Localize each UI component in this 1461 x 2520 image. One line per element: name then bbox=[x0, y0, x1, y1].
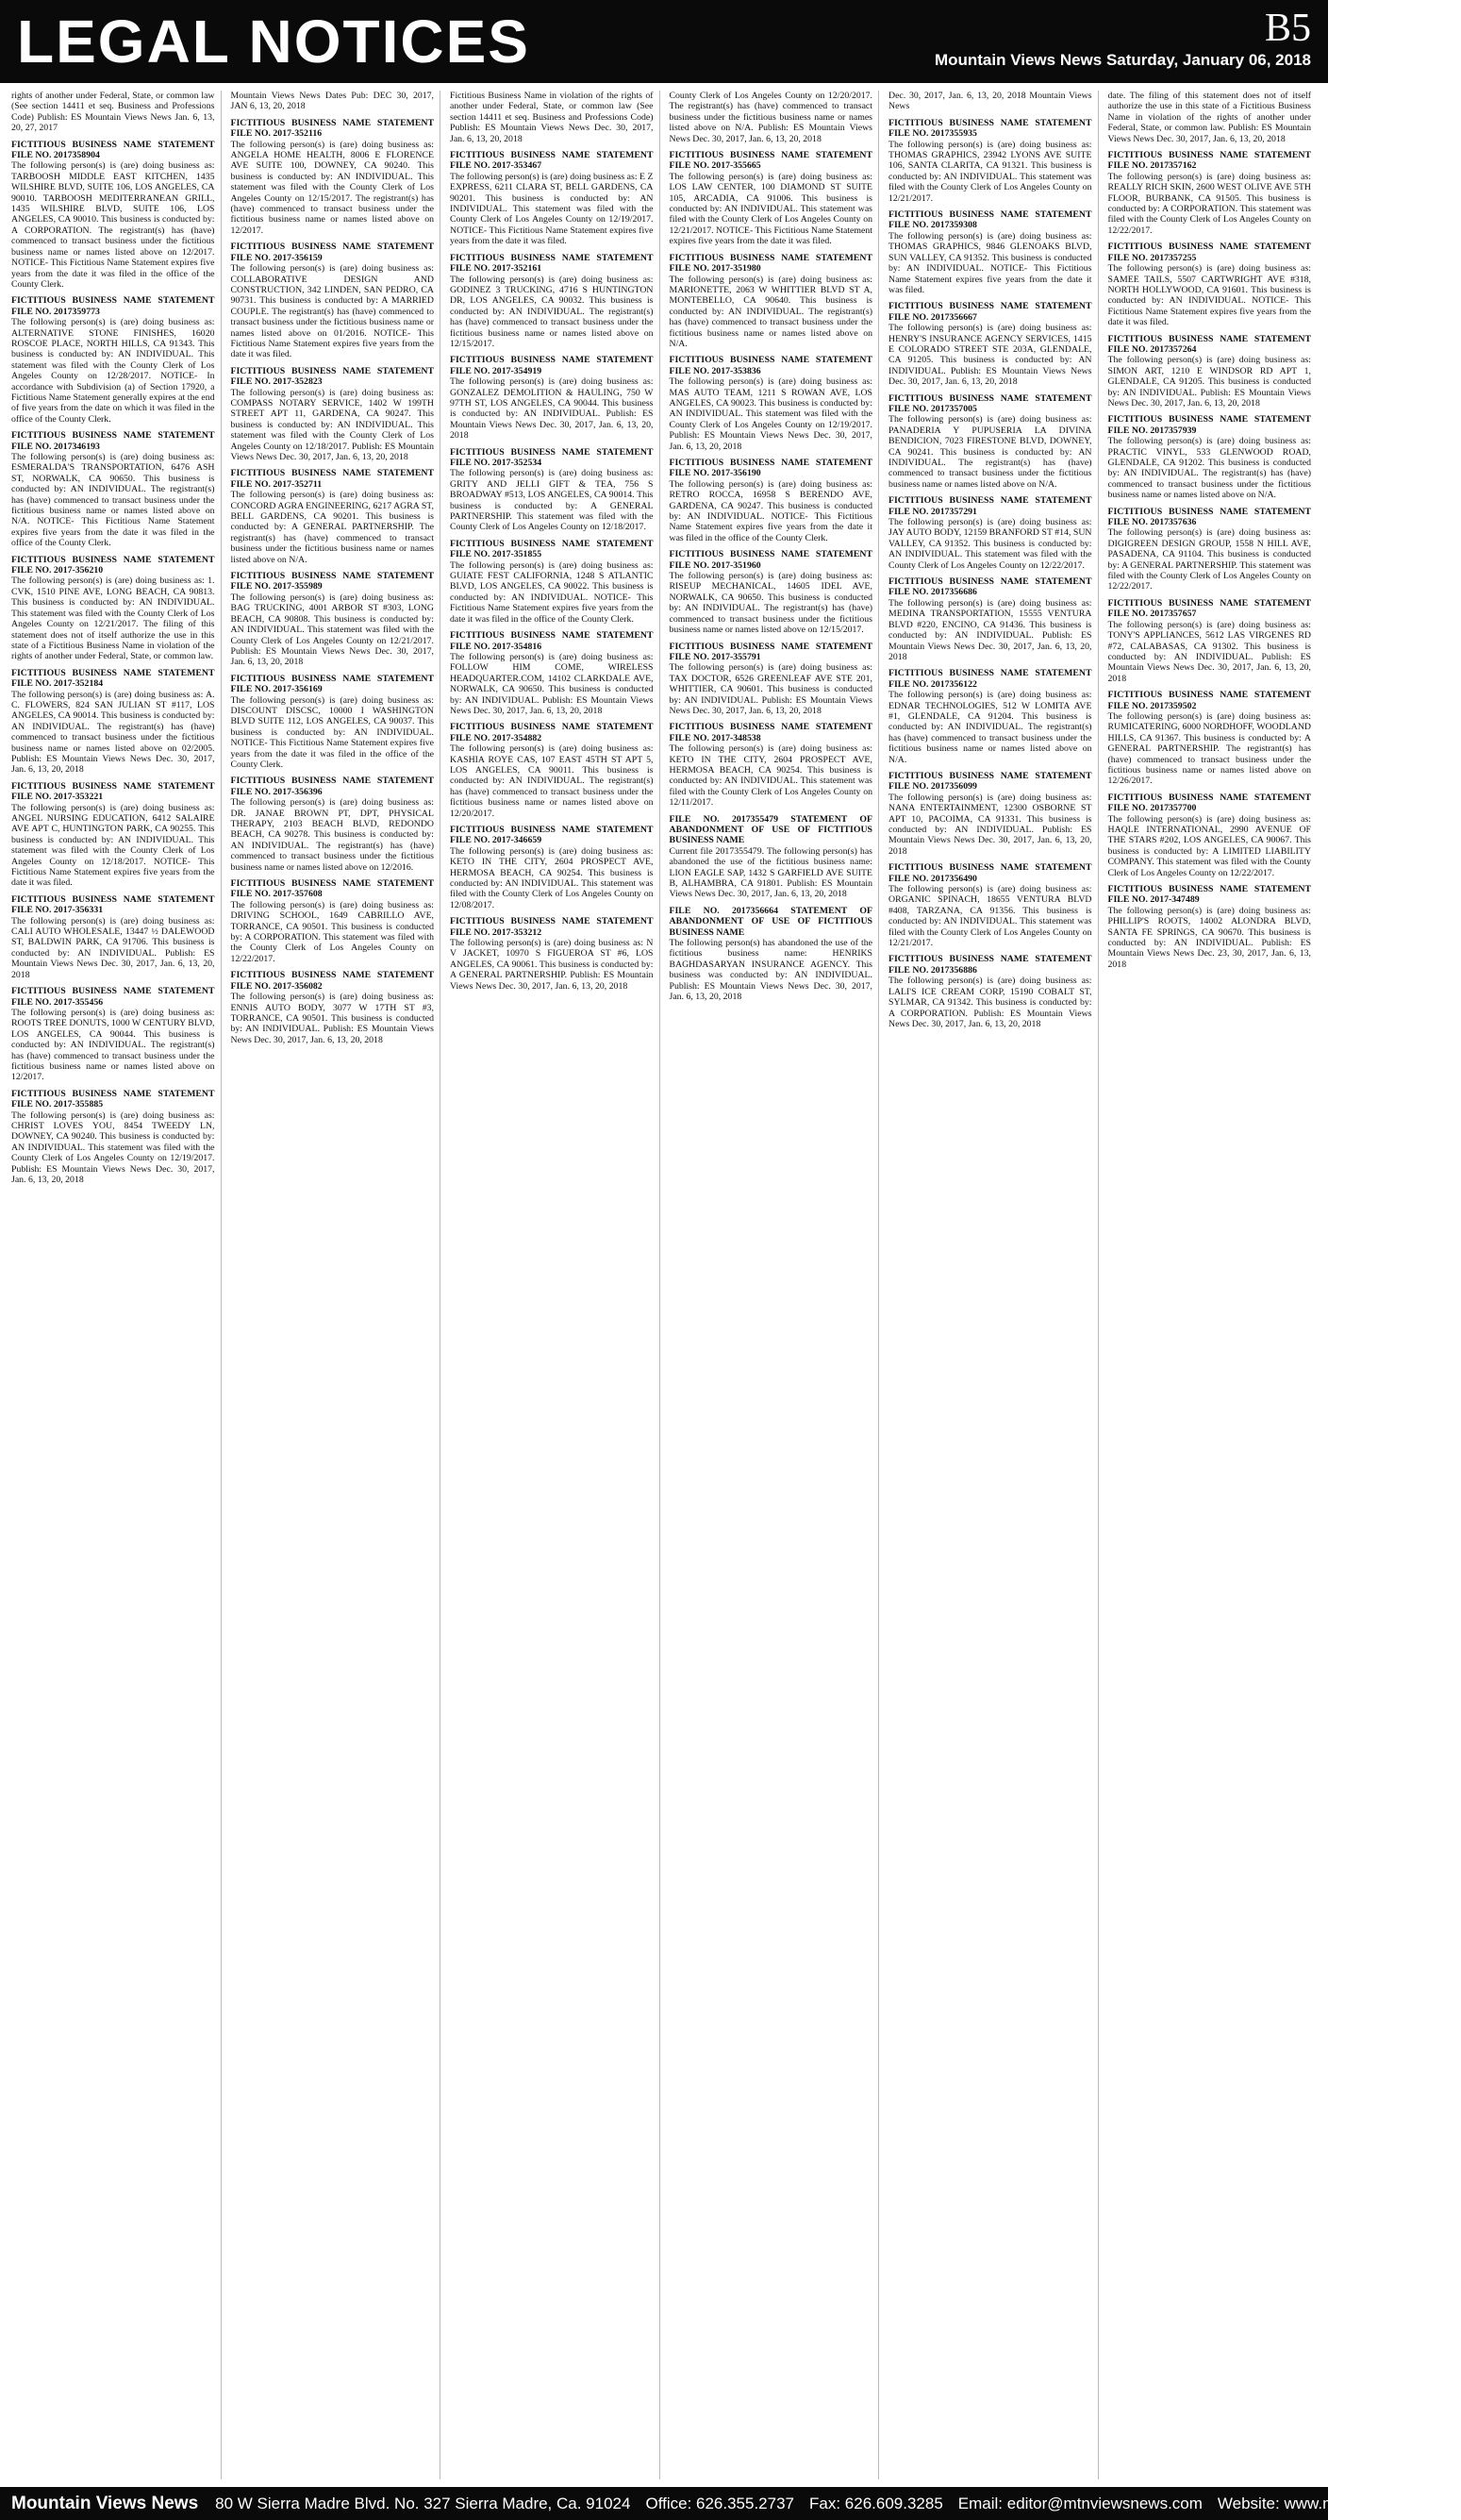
legal-notice bbox=[11, 781, 215, 889]
legal-notice bbox=[231, 242, 435, 359]
notice-body: The following person(s) is (are) doing business as: KETO IN THE CITY, 2604 PROSPECT AVE, HERMOSA BEACH, CA 90254. This business is conducted by: AN INDIVIDUAL. This statement was filed with the County Clerk of Los Angeles County on 12/11/2017. bbox=[669, 743, 872, 809]
legal-notice bbox=[231, 970, 435, 1045]
notice-body: The following person(s) is (are) doing business as: BAG TRUCKING, 4001 ARBOR ST #303, LONG BEACH, CA 90808. This business is conducted by: AN INDIVIDUAL. This statement was filed with the County Clerk of Los Angeles County on 12/21/2017. Publish: ES Mountain Views News Dec. 30, 2017, Jan. 6, 13, 20, 2018 bbox=[230, 592, 434, 668]
notice-heading: FICTITIOUS BUSINESS NAME STATEMENT FILE NO. 2017357636 bbox=[1107, 506, 1311, 528]
notice-column bbox=[1108, 91, 1318, 2479]
footer-office-phone: Office: 626.355.2737 bbox=[645, 2495, 795, 2512]
notice-heading: FICTITIOUS BUSINESS NAME STATEMENT FILE NO. 2017356686 bbox=[888, 576, 1092, 598]
notice-heading: FICTITIOUS BUSINESS NAME STATEMENT FILE NO. 2017-352184 bbox=[11, 667, 215, 690]
notice-body: The following person(s) is (are) doing business as: LOS LAW CENTER, 100 DIAMOND ST SUITE 105, ARCADIA, CA 91006. This business is conducted by: AN INDIVIDUAL. This statement was filed with the County Clerk of Los Angeles County on 12/21/2017. NOTICE- This Fictitious Name Statement expires five years from the date it was filed. bbox=[669, 171, 872, 247]
notice-heading: FICTITIOUS BUSINESS NAME STATEMENT FILE NO. 2017359308 bbox=[888, 209, 1092, 231]
legal-notice bbox=[11, 555, 215, 662]
notice-column bbox=[670, 91, 880, 2479]
notice-body: The following person(s) is (are) doing business as: GODINEZ 3 TRUCKING, 4716 S HUNTINGTON DR, LOS ANGELES, CA 90032. This business is conducted by: AN INDIVIDUAL. The registrant(s) has (have) commenced to transact business under the fictitious business name or names listed above on 12/15/2017. bbox=[450, 274, 654, 349]
notice-body: date. The filing of this statement does not of itself authorize the use in this state of a Fictitious Business Name in violation of the rights of another under Federal, State, or common law. Publish: ES Mountain Views News Dec. 30, 2017, Jan. 6, 13, 20, 2018 bbox=[1107, 91, 1311, 144]
notice-body: The following person(s) is (are) doing business as: MAS AUTO TEAM, 1211 S ROWAN AVE, LOS ANGELES, CA 90023. This business is conducted by: AN INDIVIDUAL. This statement was filed with the County Clerk of Los Angeles County on 12/19/2017. Publish: ES Mountain Views News Dec. 30, 2017, Jan. 6, 13, 20, 2018 bbox=[669, 376, 872, 452]
notice-body: The following person(s) is (are) doing business as: JAY AUTO BODY, 12159 BRANFORD ST #14, SUN VALLEY, CA 91352. This business is conducted by: AN INDIVIDUAL. This statement was filed with the County Clerk of Los Angeles County on 12/22/2017. bbox=[888, 517, 1092, 571]
notice-body: The following person(s) is (are) doing business as: KASHIA ROYE CAS, 107 EAST 45TH ST APT 5, LOS ANGELES, CA 90011. This business is conducted by: AN INDIVIDUAL. The registrant(s) has (have) commenced to transact business under the fictitious business name or names listed above on 12/20/2017. bbox=[450, 743, 654, 819]
notice-heading: FICTITIOUS BUSINESS NAME STATEMENT FILE NO. 2017-354919 bbox=[450, 355, 654, 376]
notice-body: The following person(s) is (are) doing business as: DRIVING SCHOOL, 1649 CABRILLO AVE, TORRANCE, CA 90501. This business is conducted by: A CORPORATION. This statement was filed with the County Clerk of Los Angeles County on 12/22/2017. bbox=[230, 899, 434, 964]
notice-body: The following person(s) is (are) doing business as: ANGEL NURSING EDUCATION, 6412 SALAIRE AVE APT C, HUNTINGTON PARK, CA 90255. This business is conducted by: AN INDIVIDUAL. This statement was filed with the County Clerk of Los Angeles County on 12/18/2017. NOTICE- This Fictitious Name Statement expires five years from the date it was filed. bbox=[11, 802, 215, 889]
notice-heading: FICTITIOUS BUSINESS NAME STATEMENT FILE NO. 2017-355989 bbox=[230, 571, 434, 592]
notice-body: The following person(s) is (are) doing business as: CONCORD AGRA ENGINEERING, 6217 AGRA ST, BELL GARDENS, CA 90201. This business is conducted by: A GENERAL PARTNERSHIP. The registrant(s) has (have) commenced to transact business under the fictitious business name or names listed above on N/A. bbox=[230, 490, 434, 565]
notice-heading: FICTITIOUS BUSINESS NAME STATEMENT FILE NO. 2017-347489 bbox=[1107, 884, 1311, 906]
legal-notice bbox=[450, 355, 654, 441]
notice-heading: FICTITIOUS BUSINESS NAME STATEMENT FILE NO. 2017357700 bbox=[1107, 792, 1311, 814]
notice-body: The following person(s) is (are) doing business as: THOMAS GRAPHICS, 23942 LYONS AVE SUITE 106, SANTA CLARITA, CA 91321. This business is conducted by: AN INDIVIDUAL. This statement was filed with the County Clerk of Los Angeles County on 12/21/2017. bbox=[888, 139, 1092, 204]
legal-notice bbox=[450, 825, 654, 910]
legal-notice bbox=[670, 722, 873, 808]
notice-heading: FICTITIOUS BUSINESS NAME STATEMENT FILE NO. 2017359502 bbox=[1107, 690, 1311, 711]
legal-notice bbox=[888, 393, 1092, 491]
legal-notice bbox=[670, 91, 873, 144]
notice-body: The following person(s) is (are) doing business as: PANADERIA Y PUPUSERIA LA DIVINA BENDICION, 7023 FIRESTONE BLVD, DOWNEY, CA 90241. This business is conducted by: AN INDIVIDUAL. The registrant(s) has (have) commenced to transact business under the fictitious business name or names listed above on N/A. bbox=[888, 414, 1092, 490]
notice-heading: FICTITIOUS BUSINESS NAME STATEMENT FILE NO. 2017-353836 bbox=[669, 355, 872, 376]
notice-body: The following person(s) is (are) doing business as: HENRY'S INSURANCE AGENCY SERVICES, 1415 E COLORADO STREET STE 203A, GLENDALE, CA 91205. This business is conducted by: AN INDIVIDUAL. Publish: ES Mountain Views News Dec. 30, 2017, Jan. 6, 13, 20, 2018 bbox=[888, 323, 1092, 388]
legal-notice bbox=[450, 150, 654, 247]
legal-notice bbox=[888, 771, 1092, 857]
section-title: LEGAL NOTICES bbox=[17, 8, 530, 75]
notice-heading: FICTITIOUS BUSINESS NAME STATEMENT FILE NO. 2017-354882 bbox=[450, 722, 654, 743]
footer-website[interactable]: Website: www.mtnviewsnews.com bbox=[1217, 2495, 1461, 2512]
notice-body: The following person(s) is (are) doing business as: GUIATE FEST CALIFORNIA, 1248 S ATLANTIC BLVD, LOS ANGELES, CA 90022. This business is conducted by: AN INDIVIDUAL. NOTICE- This Fictitious Name Statement expires five years from the date it was filed in the office of the County Clerk. bbox=[450, 559, 654, 625]
notice-heading: FICTITIOUS BUSINESS NAME STATEMENT FILE NO. 2017-355456 bbox=[11, 986, 215, 1008]
legal-notice bbox=[11, 986, 215, 1083]
notice-body: The following person(s) is (are) doing business as: NANA ENTERTAINMENT, 12300 OSBORNE ST APT 10, PACOIMA, CA 91331. This business is conducted by: AN INDIVIDUAL. Publish: ES Mountain Views News Dec. 30, 2017, Jan. 6, 13, 20, 2018 bbox=[888, 792, 1092, 857]
legal-notice bbox=[450, 447, 654, 533]
notice-column bbox=[231, 91, 441, 2479]
notice-body: The following person(s) is (are) doing business as: RISEUP MECHANICAL, 14605 IDEL AVE, NORWALK, CA 90650. This business is conducted by: AN INDIVIDUAL. The registrant(s) has (have) commenced to transact business under the fictitious business name or names listed above on 12/15/2017. bbox=[669, 571, 872, 636]
legal-notice bbox=[1108, 598, 1312, 684]
notice-body: The following person(s) is (are) doing business as: TARBOOSH MIDDLE EAST KITCHEN, 1435 WILSHIRE BLVD, SUITE 106, LOS ANGELES, CA 90010. TARBOOSH MEDITERRANEAN GRILL, 1435 WILSHIRE BLVD, SUITE 106, LOS ANGELES, CA 90010. This business is conducted by: A CORPORATION. The registrant(s) has (have) commenced to transact business under the fictitious business name or names listed above on 12/2017. NOTICE- This Fictitious Name Statement expires five years from the date it was filed in the office of the County Clerk. bbox=[11, 160, 215, 290]
legal-notice bbox=[11, 894, 215, 980]
legal-notice bbox=[888, 576, 1092, 662]
notice-body: The following person(s) is (are) doing business as: PRACTIC VINYL, 533 GLENWOOD ROAD, GLENDALE, CA 91202. This business is conducted by: AN INDIVIDUAL. The registrant(s) has (have) commenced to transact business under the fictitious business name or names listed above on N/A. bbox=[1107, 436, 1311, 501]
notice-body: Dec. 30, 2017, Jan. 6, 13, 20, 2018 Mountain Views News bbox=[888, 91, 1092, 112]
legal-notice bbox=[888, 668, 1092, 765]
legal-notice bbox=[1108, 507, 1312, 592]
legal-notice bbox=[231, 776, 435, 873]
notice-body: The following person(s) is (are) doing business as: HAQLE INTERNATIONAL, 2990 AVENUE OF THE STARS #202, LOS ANGELES, CA 90067. This business is conducted by: A LIMITED LIABILITY COMPANY. This statement was filed with the County Clerk of Los Angeles County on 12/22/2017. bbox=[1107, 813, 1311, 878]
notice-body: The following person(s) is (are) doing business as: SIMON ART, 1210 E WINDSOR RD APT 1, GLENDALE, CA 91205. This business is conducted by: AN INDIVIDUAL. Publish: ES Mountain Views News Dec. 30, 2017, Jan. 6, 13, 20, 2018 bbox=[1107, 355, 1311, 409]
notice-body: The following person(s) is (are) doing business as: DR. JANAE BROWN PT, DPT, PHYSICAL THERAPY, 2103 BEACH BLVD, REDONDO BEACH, CA 90278. This business is conducted by: AN INDIVIDUAL. The registrant(s) has (have) commenced to transact business under the fictitious business name or names listed above on 12/2016. bbox=[230, 797, 434, 873]
legal-notice bbox=[1108, 793, 1312, 878]
notice-heading: FICTITIOUS BUSINESS NAME STATEMENT FILE NO. 2017-356169 bbox=[230, 673, 434, 695]
notice-body: The following person(s) is (are) doing business as: DIGIGREEN DESIGN GROUP, 1558 N HILL AVE, PASADENA, CA 91104. This business is conducted by: A GENERAL PARTNERSHIP. This statement was filed with the County Clerk of Los Angeles County on 12/22/2017. bbox=[1107, 527, 1311, 592]
notice-body: The following person(s) is (are) doing business as: FOLLOW HIM COME, WIRELESS HEADQUARTER.COM, 14102 CLARKDALE AVE, NORWALK, CA 90650. This business is conducted by: AN INDIVIDUAL. Publish: ES Mountain Views News Dec. 30, 2017, Jan. 6, 13, 20, 2018 bbox=[450, 651, 654, 716]
notice-body: The following person(s) is (are) doing business as: ANGELA HOME HEALTH, 8006 E FLORENCE AVE SUITE 100, DOWNEY, CA 90240. This business is conducted by: AN INDIVIDUAL. This statement was filed with the County Clerk of Los Angeles County on 12/15/2017. The registrant(s) has (have) commenced to transact business under the fictitious business name or names listed above on 12/2017. bbox=[230, 139, 434, 236]
footer-address: 80 W Sierra Madre Blvd. No. 327 Sierra Madre, Ca. 91024 bbox=[215, 2495, 631, 2512]
notice-body: The following person(s) has abandoned the use of the fictitious business name: HENRIKS BAGHDASARYAN INSURANCE AGENCY. This business was conducted by: AN INDIVIDUAL. Publish: ES Mountain Views News Dec. 30, 2017, Jan. 6, 13, 20, 2018 bbox=[669, 938, 872, 1003]
legal-notice bbox=[1108, 242, 1312, 327]
notice-heading: FICTITIOUS BUSINESS NAME STATEMENT FILE NO. 2017-353212 bbox=[450, 916, 654, 938]
legal-notice bbox=[1108, 884, 1312, 970]
legal-notice bbox=[231, 366, 435, 463]
notice-heading: FICTITIOUS BUSINESS NAME STATEMENT FILE NO. 2017356099 bbox=[888, 770, 1092, 793]
legal-notice bbox=[888, 301, 1092, 387]
notice-heading: FICTITIOUS BUSINESS NAME STATEMENT FILE NO. 2017-355885 bbox=[11, 1088, 215, 1110]
legal-notice bbox=[888, 91, 1092, 112]
notice-heading: FICTITIOUS BUSINESS NAME STATEMENT FILE NO. 2017357162 bbox=[1107, 150, 1311, 172]
legal-notice bbox=[670, 253, 873, 350]
notice-heading: FICTITIOUS BUSINESS NAME STATEMENT FILE NO. 2017357939 bbox=[1107, 414, 1311, 436]
notice-body: The following person(s) is (are) doing business as: ROOTS TREE DONUTS, 1000 W CENTURY BLVD, LOS ANGELES, CA 90044. This business is conducted by: AN INDIVIDUAL. The registrant(s) has (have) commenced to transact business under the fictitious business name or names listed above on 12/2017. bbox=[11, 1007, 215, 1083]
notice-heading: FICTITIOUS BUSINESS NAME STATEMENT FILE NO. 2017-352161 bbox=[450, 252, 654, 275]
notice-body: rights of another under Federal, State, or common law (See section 14411 et seq. Business and Professions Code) Publish: ES Mountain Views News Jan. 6, 13, 20, 27, 2017 bbox=[11, 91, 215, 134]
footer-email[interactable]: Email: editor@mtnviewsnews.com bbox=[957, 2495, 1203, 2512]
legal-notice bbox=[450, 916, 654, 992]
legal-notice bbox=[231, 878, 435, 964]
notice-body: The following person(s) is (are) doing business as: TONY'S APPLIANCES, 5612 LAS VIRGENES RD #72, CALABASAS, CA 91302. This business is conducted by: AN INDIVIDUAL. Publish: ES Mountain Views News Dec. 30, 2017, Jan. 6, 13, 20, 2018 bbox=[1107, 619, 1311, 684]
legal-notice bbox=[888, 209, 1092, 295]
legal-notice bbox=[231, 674, 435, 771]
notice-body: The following person(s) is (are) doing business as: CALI AUTO WHOLESALE, 13447 ½ DALEWOOD ST, BALDWIN PARK, CA 91706. This business is conducted by: AN INDIVIDUAL. Publish: ES Mountain Views News Dec. 30, 2017, Jan. 6, 13, 20, 2018 bbox=[11, 915, 215, 980]
notice-body: The following person(s) is (are) doing business as: REALLY RICH SKIN, 2600 WEST OLIVE AVE 5TH FLOOR, BURBANK, CA 91505. This business is conducted by: A CORPORATION. This statement was filed with the County Clerk of Los Angeles County on 12/22/2017. bbox=[1107, 171, 1311, 236]
legal-notice bbox=[231, 571, 435, 668]
notice-body: The following person(s) is (are) doing business as: TAX DOCTOR, 6526 GREENLEAF AVE STE 201, WHITTIER, CA 90601. This business is conducted by: AN INDIVIDUAL. Publish: ES Mountain Views News Dec. 30, 2017, Jan. 6, 13, 20, 2018 bbox=[669, 662, 872, 716]
legal-notice bbox=[888, 954, 1092, 1029]
notice-heading: FICTITIOUS BUSINESS NAME STATEMENT FILE NO. 2017-351855 bbox=[450, 538, 654, 560]
notice-heading: FICTITIOUS BUSINESS NAME STATEMENT FILE NO. 2017-355791 bbox=[669, 641, 872, 662]
legal-notice bbox=[670, 906, 873, 1003]
notice-heading: FICTITIOUS BUSINESS NAME STATEMENT FILE NO. 2017358904 bbox=[11, 139, 215, 161]
notice-heading: FICTITIOUS BUSINESS NAME STATEMENT FILE NO. 2017-356190 bbox=[669, 458, 872, 479]
notice-heading: FILE NO. 2017355479 STATEMENT OF ABANDONMENT OF USE OF FICTITIOUS BUSINESS NAME bbox=[669, 813, 872, 846]
notice-heading: FICTITIOUS BUSINESS NAME STATEMENT FILE NO. 2017359773 bbox=[11, 295, 215, 317]
notice-body: The following person(s) is (are) doing business as: E Z EXPRESS, 6211 CLARA ST, BELL GARDENS, CA 90201. This business is conducted by: AN INDIVIDUAL. This statement was filed with the County Clerk of Los Angeles County on 12/19/2017. NOTICE- This Fictitious Name Statement expires five years from the date it was filed. bbox=[450, 171, 654, 247]
notice-heading: FICTITIOUS BUSINESS NAME STATEMENT FILE NO. 2017-352823 bbox=[230, 365, 434, 388]
notice-heading: FICTITIOUS BUSINESS NAME STATEMENT FILE NO. 2017-353467 bbox=[450, 150, 654, 172]
legal-notice bbox=[1108, 150, 1312, 236]
notice-heading: FICTITIOUS BUSINESS NAME STATEMENT FILE NO. 2017357291 bbox=[888, 495, 1092, 517]
notice-body: The following person(s) is (are) doing business as: COMPASS NOTARY SERVICE, 1402 W 199TH STREET APT 11, GARDENA, CA 90247. This business is conducted by: AN INDIVIDUAL. This statement was filed with the County Clerk of Los Angeles County on 12/18/2017. Publish: ES Mountain Views News Dec. 30, 2017, Jan. 6, 13, 20, 2018 bbox=[230, 387, 434, 462]
legal-notice bbox=[888, 862, 1092, 948]
footer-brand: Mountain Views News bbox=[11, 2494, 199, 2513]
notice-heading: FICTITIOUS BUSINESS NAME STATEMENT FILE NO. 2017-354816 bbox=[450, 630, 654, 652]
legal-notice bbox=[11, 668, 215, 776]
legal-notice bbox=[11, 91, 215, 134]
notice-body: The following person(s) is (are) doing business as: LALI'S ICE CREAM CORP, 15190 COBALT ST, SYLMAR, CA 91342. This business is conducted by: A CORPORATION. Publish: ES Mountain Views News Dec. 30, 2017, Jan. 6, 13, 20, 2018 bbox=[888, 976, 1092, 1029]
footer-fax: Fax: 626.609.3285 bbox=[809, 2495, 943, 2512]
notice-body: County Clerk of Los Angeles County on 12/20/2017. The registrant(s) has (have) commenced to transact business under the fictitious business name or names listed above on N/A. Publish: ES Mountain Views News Dec. 30, 2017, Jan. 6, 13, 20, 2018 bbox=[669, 91, 872, 144]
legal-notice bbox=[11, 430, 215, 548]
notice-heading: FICTITIOUS BUSINESS NAME STATEMENT FILE NO. 2017-357608 bbox=[230, 878, 434, 900]
notice-heading: FICTITIOUS BUSINESS NAME STATEMENT FILE NO. 2017-356159 bbox=[230, 242, 434, 263]
legal-notice bbox=[450, 539, 654, 625]
notice-body: The following person(s) is (are) doing business as: ESMERALDA'S TRANSPORTATION, 6476 ASH ST, NORWALK, CA 90650. This business is conducted by: AN INDIVIDUAL. The registrant(s) has (have) commenced to transact business under the fictitious business name or names listed above on N/A. NOTICE- This Fictitious Name Statement expires five years from the date it was filed in the office of the County Clerk. bbox=[11, 452, 215, 549]
notice-heading: FICTITIOUS BUSINESS NAME STATEMENT FILE NO. 2017357264 bbox=[1107, 333, 1311, 355]
legal-notice bbox=[450, 91, 654, 144]
notice-heading: FICTITIOUS BUSINESS NAME STATEMENT FILE NO. 2017-351960 bbox=[669, 549, 872, 571]
notice-body: The following person(s) is (are) doing business as: GRITY AND JELLI GIFT & TEA, 756 S BROADWAY #513, LOS ANGELES, CA 90014. This business is conducted by: A GENERAL PARTNERSHIP. This statement was filed with the County Clerk of Los Angeles County on 12/18/2017. bbox=[450, 468, 654, 533]
footer-bar bbox=[0, 2487, 1461, 2520]
legal-notice bbox=[231, 118, 435, 236]
notice-heading: FICTITIOUS BUSINESS NAME STATEMENT FILE NO. 2017356490 bbox=[888, 862, 1092, 884]
notice-body: The following person(s) is (are) doing business as: RUMICATERING, 6000 NORDHOFF, WOODLAND HILLS, CA 91367. This business is conducted by: A GENERAL PARTNERSHIP. The registrant(s) has (have) commenced to transact business under the fictitious business name or names listed above on 12/26/2017. bbox=[1107, 710, 1311, 787]
notice-heading: FICTITIOUS BUSINESS NAME STATEMENT FILE NO. 2017-356210 bbox=[11, 554, 215, 576]
notice-heading: FICTITIOUS BUSINESS NAME STATEMENT FILE NO. 2017-356082 bbox=[230, 970, 434, 992]
notice-body: The following person(s) is (are) doing business as: A. C. FLOWERS, 824 SAN JULIAN ST #117, LOS ANGELES, CA 90014. This business is conducted by: AN INDIVIDUAL. The registrant(s) has (have) commenced to transact business under the fictitious business name or names listed above on 02/2005. Publish: ES Mountain Views News Dec. 30, 2017, Jan. 6, 13, 20, 2018 bbox=[11, 689, 215, 776]
legal-notice bbox=[670, 642, 873, 717]
notice-column bbox=[450, 91, 660, 2479]
notice-heading: FICTITIOUS BUSINESS NAME STATEMENT FILE NO. 2017-346659 bbox=[450, 825, 654, 846]
legal-notice bbox=[888, 118, 1092, 204]
notice-heading: FICTITIOUS BUSINESS NAME STATEMENT FILE NO. 2017-351980 bbox=[669, 252, 872, 275]
notice-column bbox=[888, 91, 1099, 2479]
legal-notice bbox=[450, 722, 654, 819]
legal-notice bbox=[231, 468, 435, 565]
legal-notice bbox=[1108, 334, 1312, 409]
legal-notice bbox=[670, 150, 873, 247]
notice-heading: FICTITIOUS BUSINESS NAME STATEMENT FILE NO. 2017355935 bbox=[888, 117, 1092, 140]
notice-body: The following person(s) is (are) doing business as: MEDINA TRANSPORTATION, 15555 VENTURA BLVD #220, ENCINO, CA 91436. This business is conducted by: AN INDIVIDUAL. Publish: ES Mountain Views News Dec. 30, 2017, Jan. 6, 13, 20, 2018 bbox=[888, 597, 1092, 662]
legal-notice bbox=[888, 495, 1092, 571]
legal-notice bbox=[231, 91, 435, 112]
notice-heading: FICTITIOUS BUSINESS NAME STATEMENT FILE NO. 2017357255 bbox=[1107, 242, 1311, 263]
notice-heading: FICTITIOUS BUSINESS NAME STATEMENT FILE NO. 2017-352116 bbox=[230, 117, 434, 140]
notice-body: The following person(s) is (are) doing business as: ALTERNATIVE STONE FINISHES, 16020 ROSCOE PLACE, NORTH HILLS, CA 91343. This business is conducted by: AN INDIVIDUAL. This statement was filed with the County Clerk of Los Angeles County on 12/28/2017. NOTICE- In accordance with Subdivision (a) of Section 17920, a Fictitious Name Statement generally expires at the end of five years from the date on which it was filed in the office of the County Clerk. bbox=[11, 317, 215, 425]
notice-heading: FILE NO. 2017356664 STATEMENT OF ABANDONMENT OF USE OF FICTITIOUS BUSINESS NAME bbox=[669, 905, 872, 938]
notice-body: Fictitious Business Name in violation of the rights of another under Federal, State, or common law (See section 14411 et seq. Business and Professions Code) Publish: ES Mountain Views News Dec. 30, 2017, Jan. 6, 13, 20, 2018 bbox=[450, 91, 654, 144]
notice-body: Mountain Views News Dates Pub: DEC 30, 2017, JAN 6, 13, 20, 2018 bbox=[230, 91, 434, 112]
legal-notice bbox=[670, 549, 873, 635]
notice-body: The following person(s) is (are) doing business as: RETRO ROCCA, 16958 S BERENDO AVE, GARDENA, CA 90247. This business is conducted by: AN INDIVIDUAL. NOTICE- This Fictitious Name Statement expires five years from the date it was filed in the office of the County Clerk. bbox=[669, 478, 872, 543]
notice-columns bbox=[11, 91, 1317, 2479]
legal-notice bbox=[670, 458, 873, 543]
notice-body: The following person(s) is (are) doing business as: MARIONETTE, 2063 W WHITTIER BLVD ST A, MONTEBELLO, CA 90640. This business is conducted by: AN INDIVIDUAL. The registrant(s) has (have) commenced to transact business under the fictitious business name or names listed above on N/A. bbox=[669, 274, 872, 349]
notice-body: The following person(s) is (are) doing business as: THOMAS GRAPHICS, 9846 GLENOAKS BLVD, SUN VALLEY, CA 91352. This business is conducted by: AN INDIVIDUAL. NOTICE- This Fictitious Name Statement expires five years from the date it was filed. bbox=[888, 230, 1092, 295]
legal-notice bbox=[11, 140, 215, 291]
notice-body: The following person(s) is (are) doing business as: ENNIS AUTO BODY, 3077 W 17TH ST #3, TORRANCE, CA 90501. This business is conducted by: AN INDIVIDUAL. Publish: ES Mountain Views News Dec. 30, 2017, Jan. 6, 13, 20, 2018 bbox=[230, 992, 434, 1045]
notice-heading: FICTITIOUS BUSINESS NAME STATEMENT FILE NO. 2017346193 bbox=[11, 430, 215, 452]
legal-notice bbox=[450, 253, 654, 350]
notice-heading: FICTITIOUS BUSINESS NAME STATEMENT FILE NO. 2017-353221 bbox=[11, 780, 215, 803]
notice-body: The following person(s) is (are) doing business as: GONZALEZ DEMOLITION & HAULING, 750 W 97TH ST, LOS ANGELES, CA 90044. This business is conducted by: AN INDIVIDUAL. Publish: ES Mountain Views News Dec. 30, 2017, Jan. 6, 13, 20, 2018 bbox=[450, 376, 654, 442]
notice-body: The following person(s) is (are) doing business as: EDNAR TECHNOLOGIES, 512 W LOMITA AVE #1, GLENDALE, CA 91204. This business is conducted by: AN INDIVIDUAL. The registrant(s) has (have) commenced to transact business under the fictitious business name or names listed above on N/A. bbox=[888, 690, 1092, 765]
notice-heading: FICTITIOUS BUSINESS NAME STATEMENT FILE NO. 2017-356331 bbox=[11, 893, 215, 916]
page-number: B5 bbox=[1264, 7, 1311, 50]
notice-heading: FICTITIOUS BUSINESS NAME STATEMENT FILE NO. 2017-348538 bbox=[669, 722, 872, 743]
masthead bbox=[0, 0, 1328, 83]
legal-notice bbox=[450, 630, 654, 716]
notice-body: The following person(s) is (are) doing business as: KETO IN THE CITY, 2604 PROSPECT AVE, HERMOSA BEACH, CA 90254. This business is conducted by: AN INDIVIDUAL. This statement was filed with the County Clerk of Los Angeles County on 12/08/2017. bbox=[450, 845, 654, 910]
dateline: Mountain Views News Saturday, January 06, 2018 bbox=[934, 51, 1311, 69]
notice-body: The following person(s) is (are) doing business as: PHILLIP'S ROOTS, 14002 ALONDRA BLVD, SANTA FE SPRINGS, CA 90670. This business is conducted by: AN INDIVIDUAL. Publish: ES Mountain Views News Dec. 23, 30, 2017, Jan. 6, 13, 2018 bbox=[1107, 905, 1311, 970]
notice-heading: FICTITIOUS BUSINESS NAME STATEMENT FILE NO. 2017356667 bbox=[888, 301, 1092, 323]
notice-body: The following person(s) is (are) doing business as: DISCOUNT DISCSC, 10000 I WASHINGTON BLVD SUITE 112, LOS ANGELES, CA 90037. This business is conducted by: AN INDIVIDUAL. NOTICE- This Fictitious Name Statement expires five years from the date it was filed in the office of the County Clerk. bbox=[230, 694, 434, 770]
notice-body: The following person(s) is (are) doing business as: ORGANIC SPINACH, 18655 VENTURA BLVD #408, TARZANA, CA 91356. This business is conducted by: AN INDIVIDUAL. This statement was filed with the County Clerk of Los Angeles County on 12/21/2017. bbox=[888, 884, 1092, 949]
legal-notice bbox=[1108, 91, 1312, 144]
notice-body: The following person(s) is (are) doing business as: N V JACKET, 10970 S FIGUEROA ST #6, LOS ANGELES, CA 90061. This business is conducted by: A GENERAL PARTNERSHIP. Publish: ES Mountain Views News Dec. 30, 2017, Jan. 6, 13, 20, 2018 bbox=[450, 938, 654, 992]
notice-body: The following person(s) is (are) doing business as: SAMEE TAILS, 5507 CARTWRIGHT AVE #318, NORTH HOLLYWOOD, CA 91601. This business is conducted by: AN INDIVIDUAL. NOTICE- This Fictitious Name Statement expires five years from the date it was filed. bbox=[1107, 263, 1311, 328]
notice-heading: FICTITIOUS BUSINESS NAME STATEMENT FILE NO. 2017-355665 bbox=[669, 150, 872, 172]
notice-heading: FICTITIOUS BUSINESS NAME STATEMENT FILE NO. 2017-352711 bbox=[230, 468, 434, 490]
notice-heading: FICTITIOUS BUSINESS NAME STATEMENT FILE NO. 2017357657 bbox=[1107, 597, 1311, 620]
legal-notice bbox=[11, 295, 215, 425]
notice-heading: FICTITIOUS BUSINESS NAME STATEMENT FILE NO. 2017356886 bbox=[888, 954, 1092, 976]
legal-notice bbox=[670, 814, 873, 900]
notice-heading: FICTITIOUS BUSINESS NAME STATEMENT FILE NO. 2017-356396 bbox=[230, 776, 434, 797]
legal-notice bbox=[1108, 414, 1312, 500]
legal-notice bbox=[1108, 690, 1312, 787]
legal-notice bbox=[670, 355, 873, 452]
notice-body: The following person(s) is (are) doing business as: CHRIST LOVES YOU, 8454 TWEEDY LN, DOWNEY, CA 90240. This business is conducted by: AN INDIVIDUAL. This statement was filed with the County Clerk of Los Angeles County on 12/19/2017. Publish: ES Mountain Views News Dec. 30, 2017, Jan. 6, 13, 20, 2018 bbox=[11, 1110, 215, 1185]
notice-body: Current file 2017355479. The following person(s) has abandoned the use of the fictitious business name: LION EAGLE SAP, 1432 S GARFIELD AVE SUITE B, ALHAMBRA, CA 91801. Publish: ES Mountain Views News Dec. 30, 2017, Jan. 6, 13, 20, 2018 bbox=[669, 845, 872, 900]
notice-body: The following person(s) is (are) doing business as: COLLABORATIVE DESIGN AND CONSTRUCTION, 342 LINDEN, SAN PEDRO, CA 90731. This business is conducted by: A MARRIED COUPLE. The registrant(s) has (have) commenced to transact business under the fictitious business name or names listed above on 01/2016. NOTICE- This Fictitious Name Statement expires five years from the date it was filed. bbox=[230, 263, 434, 360]
notice-body: The following person(s) is (are) doing business as: 1. CVK, 1510 PINE AVE, LONG BEACH, CA 90813. This business is conducted by: AN INDIVIDUAL. This statement was filed with the County Clerk of Los Angeles County on 12/21/2017. The filing of this statement does not of itself authorize the use in this state of a Fictitious Business Name in violation of the rights of another under Federal, State, or common law. bbox=[11, 576, 215, 662]
notice-heading: FICTITIOUS BUSINESS NAME STATEMENT FILE NO. 2017356122 bbox=[888, 668, 1092, 690]
notice-column bbox=[11, 91, 222, 2479]
notice-heading: FICTITIOUS BUSINESS NAME STATEMENT FILE NO. 2017-352534 bbox=[450, 446, 654, 468]
notice-heading: FICTITIOUS BUSINESS NAME STATEMENT FILE NO. 2017357005 bbox=[888, 392, 1092, 414]
legal-notice bbox=[11, 1089, 215, 1186]
